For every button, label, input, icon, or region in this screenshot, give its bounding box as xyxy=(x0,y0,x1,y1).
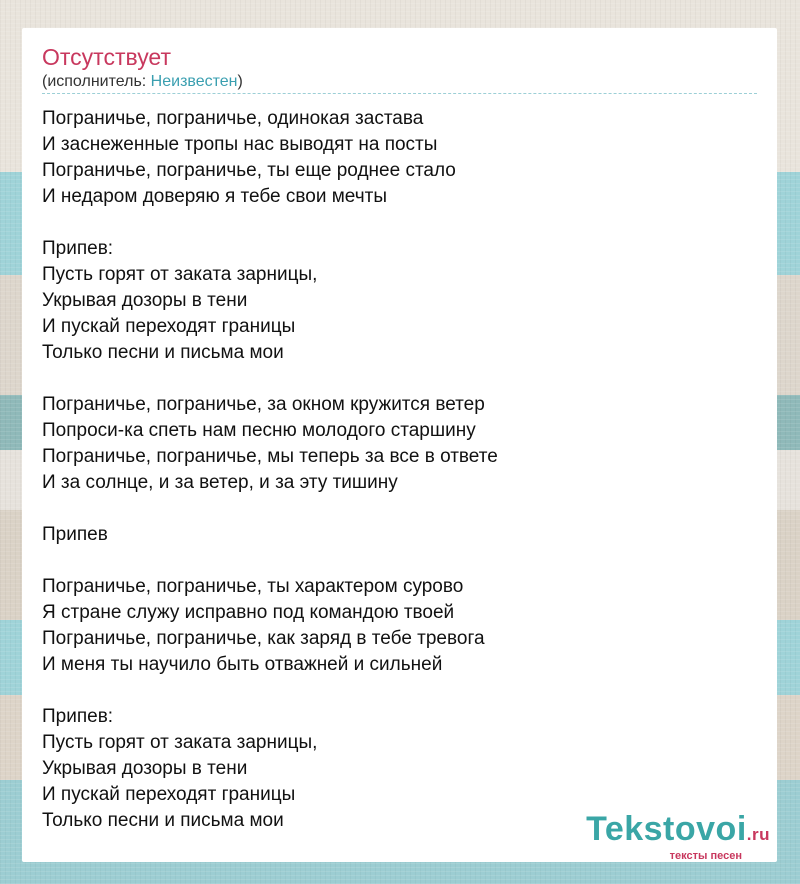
lyrics-line: Пограничье, пограничье, мы теперь за все в ответе xyxy=(42,446,498,467)
song-title: Отсутствует xyxy=(42,44,171,70)
lyrics-line: Укрывая дозоры в тени xyxy=(42,290,248,311)
lyrics-line: И недаром доверяю я тебе свои мечты xyxy=(42,186,387,207)
lyrics-line: Пограничье, пограничье, одинокая застава xyxy=(42,108,424,129)
lyrics-blank-line xyxy=(42,366,498,392)
lyrics-line: И заснеженные тропы нас выводят на посты xyxy=(42,134,438,155)
artist-suffix: ) xyxy=(237,73,243,90)
lyrics-line: Пусть горят от заката зарницы, xyxy=(42,264,318,285)
title-divider xyxy=(42,93,757,94)
lyrics-text xyxy=(42,106,498,834)
lyrics-line: Только песни и письма мои xyxy=(42,342,284,363)
lyrics-blank-line xyxy=(42,548,498,574)
lyrics-line: Укрывая дозоры в тени xyxy=(42,758,248,779)
lyrics-line: Припев: xyxy=(42,238,114,259)
lyrics-line: И меня ты научило быть отважней и сильней xyxy=(42,654,443,675)
lyrics-blank-line xyxy=(42,210,498,236)
lyrics-line: Только песни и письма мои xyxy=(42,810,284,831)
lyrics-blank-line xyxy=(42,496,498,522)
lyrics-line: Пограничье, пограничье, как заряд в тебе тревога xyxy=(42,628,485,649)
lyrics-line: Я стране служу исправно под командою твоей xyxy=(42,602,455,623)
lyrics-line: Пусть горят от заката зарницы, xyxy=(42,732,318,753)
lyrics-line: Припев: xyxy=(42,706,114,727)
lyrics-line: Пограничье, пограничье, за окном кружится ветер xyxy=(42,394,485,415)
lyrics-line: И за солнце, и за ветер, и за эту тишину xyxy=(42,472,398,493)
brand-logo xyxy=(586,812,770,852)
brand-tagline: тексты песен xyxy=(669,850,742,862)
lyrics-line: И пускай переходят границы xyxy=(42,316,296,337)
artist-link[interactable]: Неизвестен xyxy=(150,73,238,90)
artist-line xyxy=(42,73,243,91)
lyrics-line: Попроси-ка спеть нам песню молодого старшину xyxy=(42,420,476,441)
lyrics-panel xyxy=(22,28,777,862)
lyrics-line: Пограничье, пограничье, ты еще роднее стало xyxy=(42,160,456,181)
lyrics-line: И пускай переходят границы xyxy=(42,784,296,805)
lyrics-line: Пограничье, пограничье, ты характером сурово xyxy=(42,576,464,597)
brand-name: Tekstovoi xyxy=(586,810,747,848)
artist-prefix: (исполнитель: xyxy=(42,73,151,90)
brand-tld: .ru xyxy=(746,825,770,844)
lyrics-blank-line xyxy=(42,678,498,704)
lyrics-line: Припев xyxy=(42,524,108,545)
tekstovoi-watermark xyxy=(586,812,770,862)
